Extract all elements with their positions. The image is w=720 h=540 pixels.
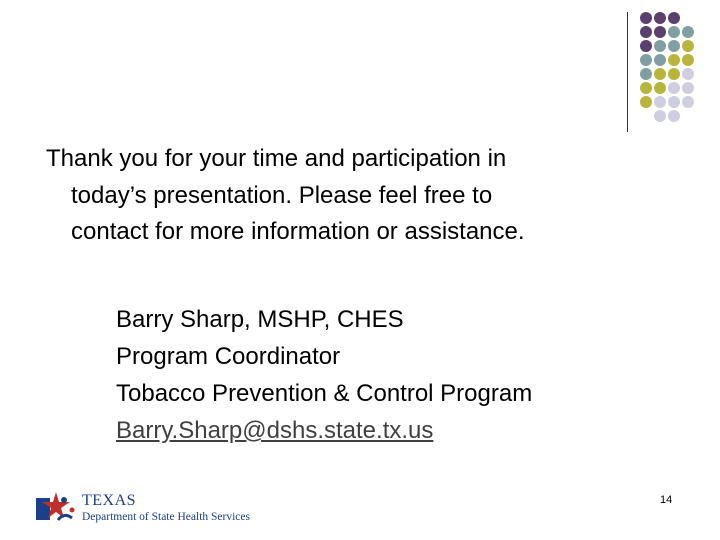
decorative-dot <box>668 110 680 122</box>
decorative-dot <box>654 96 666 108</box>
decorative-dot-grid <box>0 0 720 140</box>
page-number: 14 <box>660 494 673 506</box>
decorative-dot <box>640 82 652 94</box>
decorative-dot <box>654 54 666 66</box>
decorative-dot <box>668 40 680 52</box>
decorative-dot <box>640 54 652 66</box>
decorative-dot <box>640 12 652 24</box>
decorative-dot <box>654 12 666 24</box>
logo-title: TEXAS <box>82 492 137 509</box>
decorative-dot <box>640 96 652 108</box>
message-line-2: today’s presentation. Please feel free to <box>71 181 493 209</box>
logo-subtitle: Department of State Health Services <box>82 511 250 523</box>
decorative-dot <box>668 12 680 24</box>
decorative-dot <box>682 54 694 66</box>
contact-title: Program Coordinator <box>116 343 341 370</box>
texas-dshs-logo <box>34 490 274 530</box>
decorative-dot <box>640 68 652 80</box>
contact-block <box>116 301 696 449</box>
decorative-dot <box>682 40 694 52</box>
decorative-dot <box>654 26 666 38</box>
thank-you-message <box>46 141 686 251</box>
texas-star-icon <box>34 490 78 528</box>
decorative-dot <box>668 82 680 94</box>
decorative-dot <box>654 68 666 80</box>
decorative-dot <box>668 26 680 38</box>
decorative-dot <box>654 82 666 94</box>
decorative-dot <box>682 68 694 80</box>
decorative-dot <box>654 110 666 122</box>
decorative-dot <box>668 54 680 66</box>
decorative-dot <box>654 40 666 52</box>
contact-name: Barry Sharp, MSHP, CHES <box>116 306 404 333</box>
decorative-dot <box>682 96 694 108</box>
decorative-dot <box>668 68 680 80</box>
decorative-vertical-line <box>627 12 628 132</box>
decorative-dot <box>640 40 652 52</box>
decorative-dot <box>668 96 680 108</box>
message-line-3: contact for more information or assistance. <box>71 218 525 245</box>
message-line-1: Thank you for your time and participation in <box>46 145 507 172</box>
decorative-dot <box>682 82 694 94</box>
decorative-dot <box>640 26 652 38</box>
decorative-dot <box>682 26 694 38</box>
contact-program: Tobacco Prevention & Control Program <box>116 380 533 407</box>
contact-email-link[interactable]: Barry.Sharp@dshs.state.tx.us <box>116 417 434 444</box>
